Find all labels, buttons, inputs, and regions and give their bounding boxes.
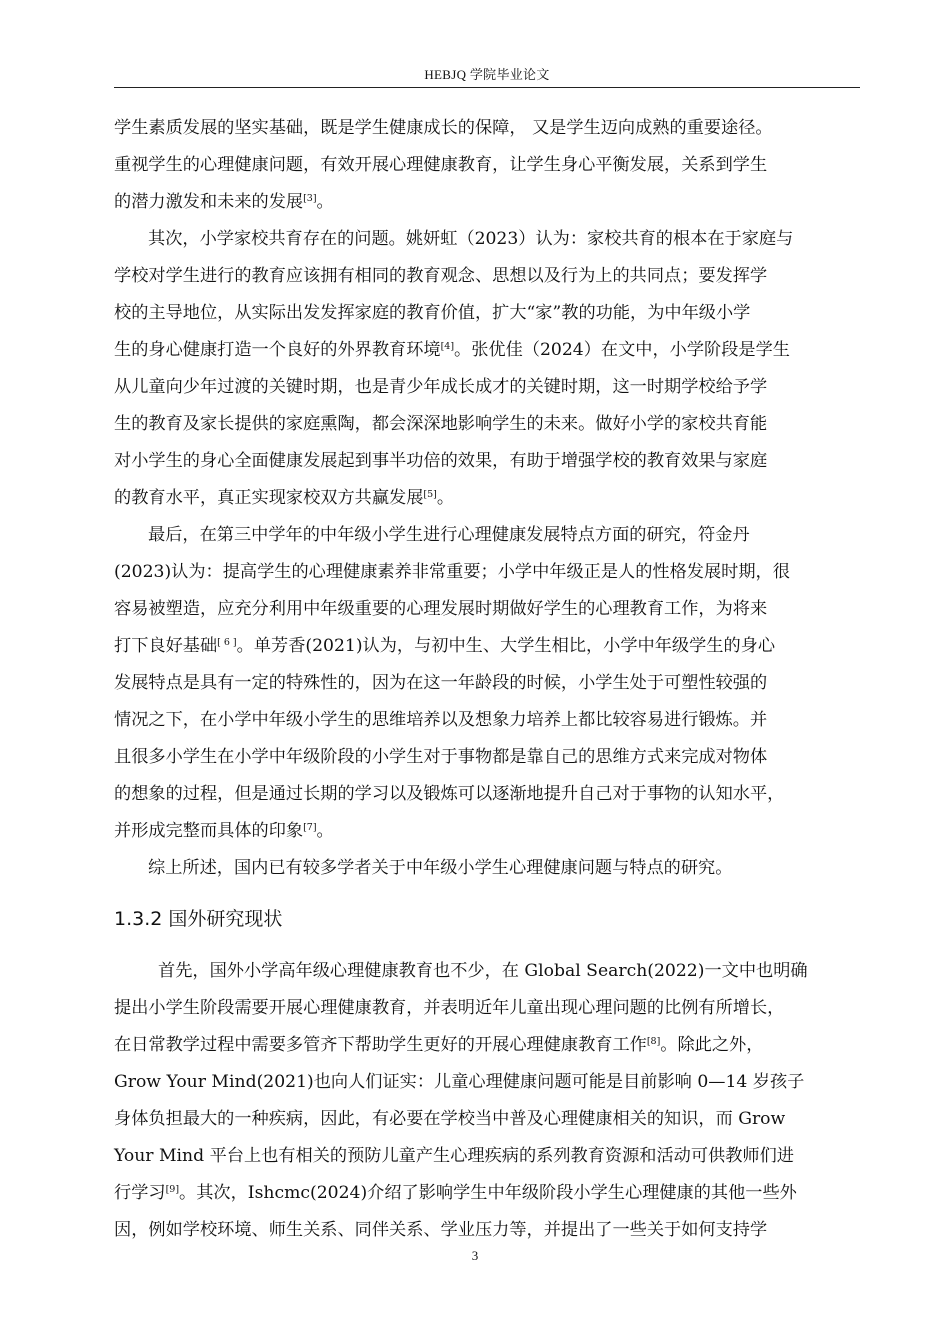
section-heading: 1.3.2 国外研究现状 (114, 908, 283, 930)
body-line: 的教育水平，真正实现家校双方共赢发展[5]。 (114, 488, 455, 508)
body-line: 情况之下，在小学中年级小学生的思维培养以及想象力培养上都比较容易进行锻炼。并 (114, 710, 768, 730)
body-line: 容易被塑造，应充分利用中年级重要的心理发展时期做好学生的心理教育工作，为将来 (114, 599, 768, 619)
citation: [4] (440, 341, 455, 352)
body-line: 因，例如学校环境、师生关系、同伴关系、学业压力等，并提出了一些关于如何支持学 (114, 1220, 768, 1240)
body-line: 重视学生的心理健康问题，有效开展心理健康教育，让学生身心平衡发展，关系到学生 (114, 155, 768, 175)
body-line: (2023)认为：提高学生的心理健康素养非常重要；小学中年级正是人的性格发展时期，很 (114, 562, 790, 582)
body-line: 对小学生的身心全面健康发展起到事半功倍的效果，有助于增强学校的教育效果与家庭 (114, 451, 768, 471)
citation: [3] (303, 193, 317, 204)
body-line: 校的主导地位，从实际出发发挥家庭的教育价值，扩大“家”教的功能，为中年级小学 (114, 303, 751, 323)
body-line: 打下良好基础[ 6 ]。单芳香(2021)认为，与初中生、大学生相比，小学中年级学生的身心 (114, 636, 776, 656)
body-line: 提出小学生阶段需要开展心理健康教育，并表明近年儿童出现心理问题的比例有所增长， (114, 998, 785, 1018)
body-line: 且很多小学生在小学中年级阶段的小学生对于事物都是靠自己的思维方式来完成对物体 (114, 747, 768, 767)
header-rule (114, 87, 860, 88)
body-line: 生的教育及家长提供的家庭熏陶，都会深深地影响学生的未来。做好小学的家校共育能 (114, 414, 768, 434)
body-line: Grow Your Mind(2021)也向人们证实：儿童心理健康问题可能是目前影响 0—14 岁孩子 (114, 1072, 805, 1092)
body-line: 学校对学生进行的教育应该拥有相同的教育观念、思想以及行为上的共同点；要发挥学 (114, 266, 768, 286)
page-number: 3 (471, 1248, 479, 1263)
body-line: 的想象的过程，但是通过长期的学习以及锻炼可以逐渐地提升自己对于事物的认知水平， (114, 784, 785, 804)
body-line: Your Mind 平台上也有相关的预防儿童产生心理疾病的系列教育资源和活动可供教师们进 (114, 1146, 794, 1166)
body-line: 首先，国外小学高年级心理健康教育也不少，在 Global Search(2022)一文中也明确 (158, 961, 808, 981)
body-line: 最后，在第三中学年的中年级小学生进行心理健康发展特点方面的研究，符金丹 (148, 525, 750, 545)
body-line: 生的身心健康打造一个良好的外界教育环境[4]。张优佳（2024）在文中，小学阶段是学生 (114, 340, 790, 360)
body-line: 发展特点是具有一定的特殊性的，因为在这一年龄段的时候，小学生处于可塑性较强的 (114, 673, 768, 693)
body-line: 在日常教学过程中需要多管齐下帮助学生更好的开展心理健康教育工作[8]。除此之外， (114, 1035, 764, 1055)
body-line: 并形成完整而具体的印象[7]。 (114, 821, 334, 841)
body-line: 综上所述，国内已有较多学者关于中年级小学生心理健康问题与特点的研究。 (148, 858, 733, 878)
citation: [8] (646, 1036, 661, 1047)
body-line: 的潜力激发和未来的发展[3]。 (114, 192, 334, 212)
body-line: 学生素质发展的坚实基础，既是学生健康成长的保障， 又是学生迈向成熟的重要途径。 (114, 118, 773, 138)
citation: [ 6 ] (217, 637, 237, 648)
body-line: 身体负担最大的一种疾病，因此，有必要在学校当中普及心理健康相关的知识，而 Grow (114, 1109, 786, 1129)
body-line: 其次，小学家校共育存在的问题。姚妍虹（2023）认为：家校共育的根本在于家庭与 (148, 229, 794, 249)
citation: [5] (423, 489, 437, 500)
citation: [9] (165, 1184, 180, 1195)
body-line: 行学习[9]。其次，Ishcmc(2024)介绍了影响学生中年级阶段小学生心理健康的其他一些外 (114, 1183, 797, 1203)
page-header: HEBJQ 学院毕业论文 (424, 67, 550, 82)
citation: [7] (303, 822, 317, 833)
body-line: 从儿童向少年过渡的关键时期，也是青少年成长成才的关键时期，这一时期学校给予学 (114, 377, 768, 397)
